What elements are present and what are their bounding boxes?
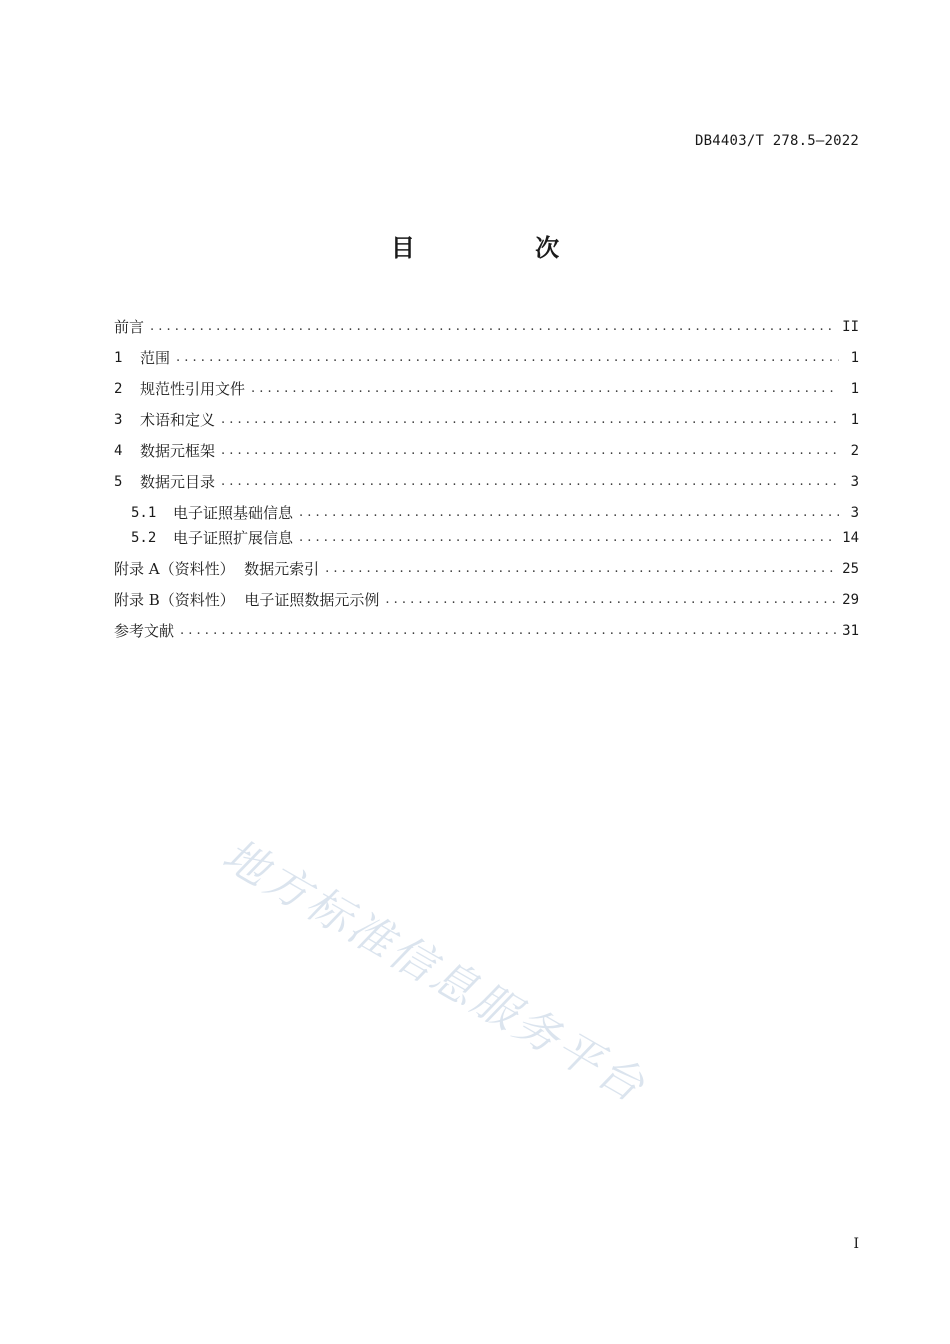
toc-entry[interactable]: [114, 548, 859, 579]
toc-entry-label: 附录 A（资料性） 数据元索引: [114, 560, 320, 578]
toc-entry-number: 4: [114, 443, 123, 459]
toc-entry-number: 5.1: [131, 505, 157, 521]
toc-dot-leader: [221, 441, 839, 461]
toc-entry-label: 规范性引用文件: [140, 380, 246, 398]
watermark: 地方标准信息服务平台: [214, 829, 656, 1114]
toc-entry-page: 2: [850, 443, 859, 459]
toc-entry-number: 5.2: [131, 530, 157, 546]
toc-entry-number: 5: [114, 474, 123, 490]
toc-dot-leader: [385, 590, 836, 610]
toc-dot-leader: [299, 503, 839, 523]
toc-entry-label: 电子证照扩展信息: [173, 529, 294, 547]
toc-dot-leader: [150, 317, 836, 337]
toc-entry[interactable]: [114, 368, 859, 399]
toc-entry-number: 2: [114, 381, 123, 397]
page-number: I: [853, 1236, 859, 1252]
toc-dot-leader: [325, 559, 836, 579]
toc-entry-page: 3: [850, 474, 859, 490]
toc-dot-leader: [251, 379, 839, 399]
toc-entry-page: 1: [850, 412, 859, 428]
toc-entry[interactable]: [114, 492, 859, 523]
toc-entry[interactable]: [114, 306, 859, 337]
toc-entry-label: 范围: [140, 349, 171, 367]
toc-entry-page: 29: [842, 592, 859, 608]
toc-entry-page: 14: [842, 530, 859, 546]
toc-entry-page: II: [842, 319, 859, 335]
toc-entry-page: 1: [850, 350, 859, 366]
toc-entry-label: 数据元框架: [140, 442, 216, 460]
toc-entry[interactable]: [114, 337, 859, 368]
toc-entry-label: 数据元目录: [140, 473, 216, 491]
toc-entry-label: 前言: [114, 318, 145, 336]
toc-dot-leader: [221, 472, 839, 492]
document-code: DB4403/T 278.5—2022: [695, 133, 859, 149]
toc-entry-page: 25: [842, 561, 859, 577]
toc-entry-page: 3: [850, 505, 859, 521]
toc-entry-label: 附录 B（资料性） 电子证照数据元示例: [114, 591, 380, 609]
toc-entry-number: 3: [114, 412, 123, 428]
toc-entry-page: 1: [850, 381, 859, 397]
toc-dot-leader: [180, 621, 836, 641]
toc-entry-number: 1: [114, 350, 123, 366]
toc-entry[interactable]: [114, 399, 859, 430]
toc-entry-label: 电子证照基础信息: [173, 504, 294, 522]
toc-entry-label: 术语和定义: [140, 411, 216, 429]
toc-entry-label: 参考文献: [114, 622, 175, 640]
toc-dot-leader: [176, 348, 839, 368]
toc-entry-page: 31: [842, 623, 859, 639]
toc-entry[interactable]: [114, 579, 859, 610]
toc-dot-leader: [299, 528, 836, 548]
page-title: 目 次: [390, 234, 616, 262]
toc-entry[interactable]: [114, 610, 859, 641]
toc-entry[interactable]: [114, 523, 859, 548]
toc-dot-leader: [221, 410, 839, 430]
toc-entry[interactable]: [114, 461, 859, 492]
toc-entry[interactable]: [114, 430, 859, 461]
table-of-contents: [114, 306, 859, 641]
